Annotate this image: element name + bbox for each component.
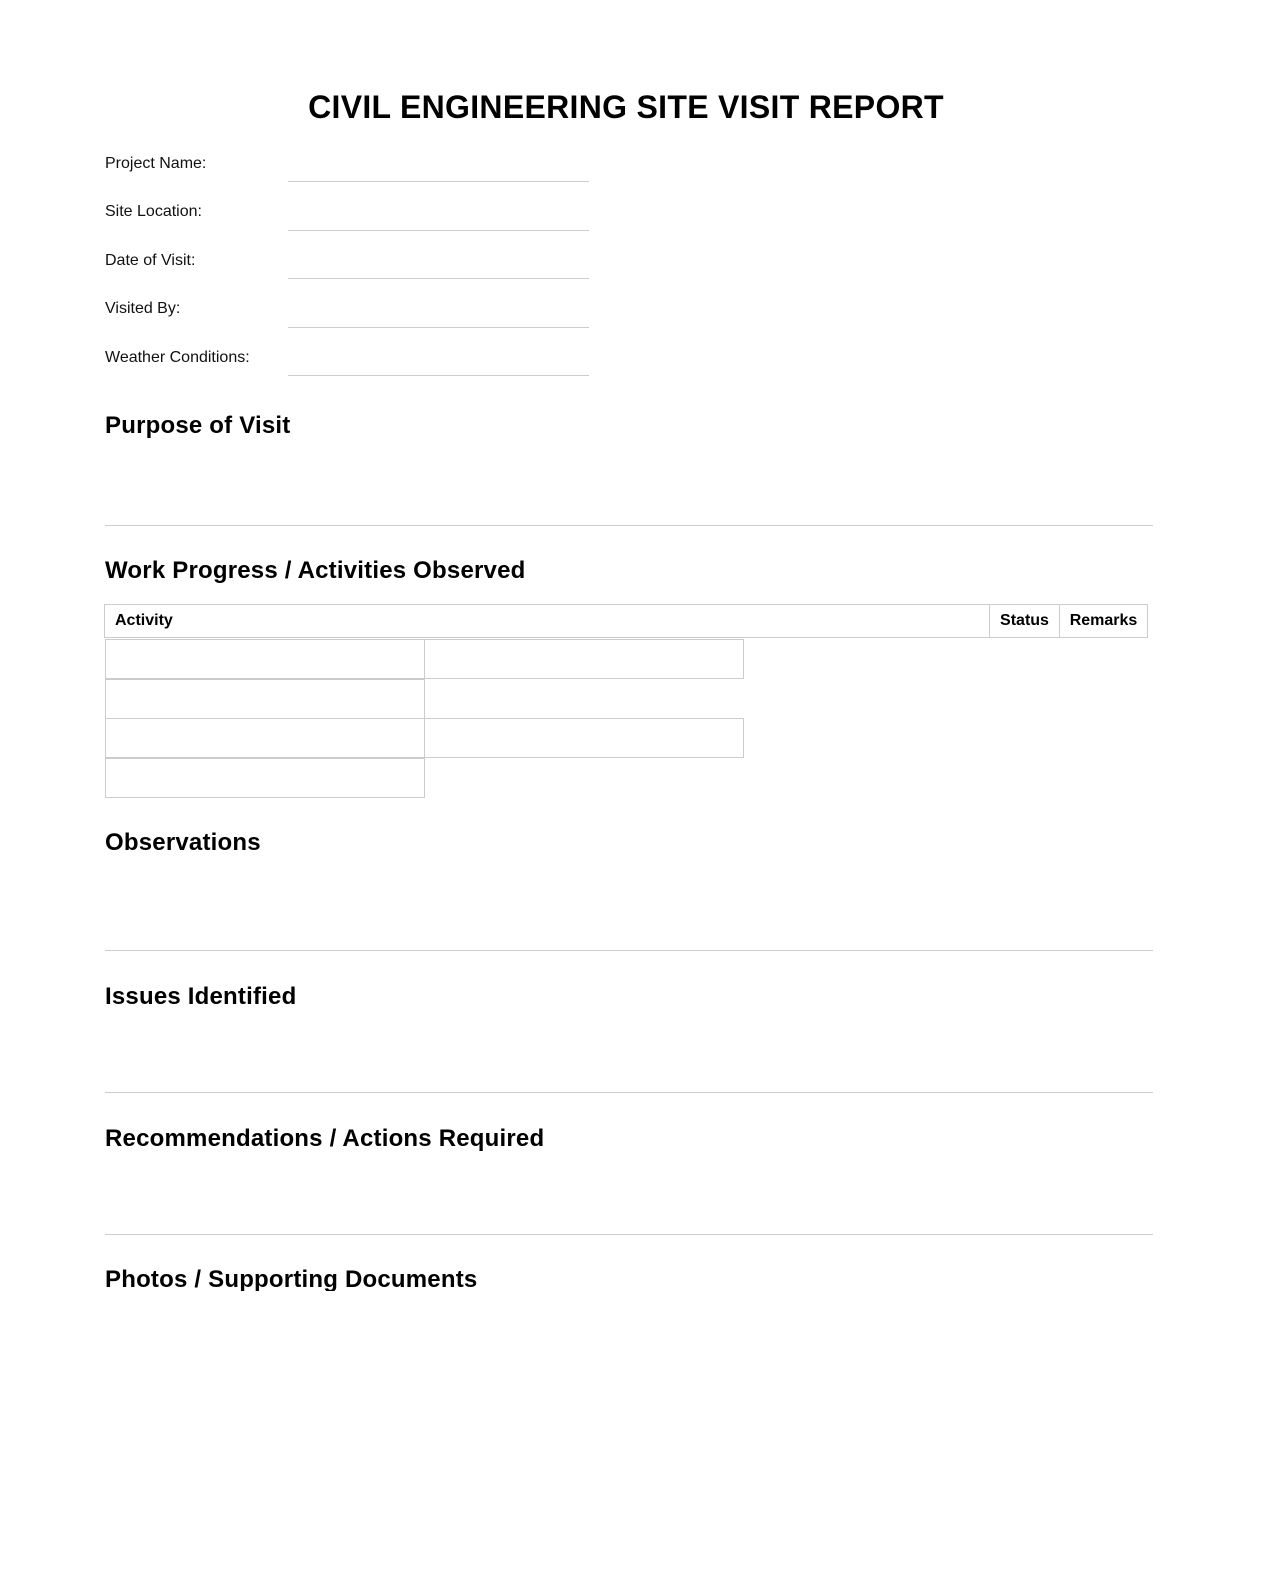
section-divider — [105, 1092, 1153, 1093]
photos-heading-clip — [105, 1264, 705, 1291]
date-of-visit-field[interactable] — [288, 278, 589, 279]
weather-conditions-field[interactable] — [288, 375, 589, 376]
section-divider — [105, 950, 1153, 951]
field-label-project-name: Project Name: — [105, 155, 207, 172]
table-cell[interactable] — [424, 639, 744, 679]
site-location-field[interactable] — [288, 230, 589, 231]
table-cell[interactable] — [105, 679, 425, 719]
section-divider — [105, 525, 1153, 526]
column-header-status: Status — [989, 604, 1060, 638]
visited-by-field[interactable] — [288, 327, 589, 328]
table-cell[interactable] — [105, 758, 425, 798]
field-label-date-of-visit: Date of Visit: — [105, 252, 196, 269]
field-label-site-location: Site Location: — [105, 203, 202, 220]
section-heading-purpose: Purpose of Visit — [105, 412, 291, 439]
field-label-weather-conditions: Weather Conditions: — [105, 349, 250, 366]
recommendations-content-area[interactable] — [105, 1157, 1153, 1232]
table-cell[interactable] — [105, 639, 425, 679]
section-heading-recommendations: Recommendations / Actions Required — [105, 1125, 545, 1152]
section-heading-photos: Photos / Supporting Documents — [105, 1266, 478, 1291]
report-title: CIVIL ENGINEERING SITE VISIT REPORT — [308, 89, 944, 125]
project-name-field[interactable] — [288, 181, 589, 182]
section-heading-work-progress: Work Progress / Activities Observed — [105, 557, 526, 584]
issues-content-area[interactable] — [105, 1015, 1153, 1090]
section-divider — [105, 1234, 1153, 1235]
purpose-content-area[interactable] — [105, 445, 1153, 523]
table-cell[interactable] — [424, 718, 744, 758]
section-heading-observations: Observations — [105, 829, 261, 856]
observations-content-area[interactable] — [105, 862, 1153, 948]
column-header-remarks: Remarks — [1059, 604, 1148, 638]
field-label-visited-by: Visited By: — [105, 300, 181, 317]
table-cell[interactable] — [105, 718, 425, 758]
section-heading-issues: Issues Identified — [105, 983, 297, 1010]
column-header-activity: Activity — [104, 604, 990, 638]
